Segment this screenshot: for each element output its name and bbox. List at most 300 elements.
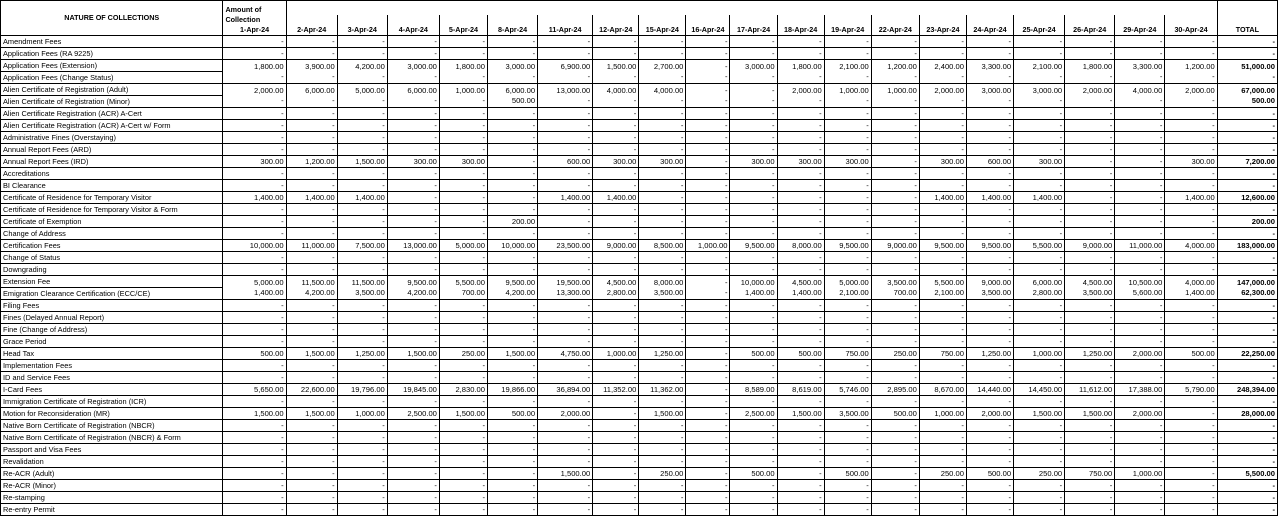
value-cell: 600.00 bbox=[966, 156, 1013, 168]
value-cell: - bbox=[824, 324, 871, 336]
value-cell: - bbox=[639, 396, 686, 408]
value-line: - bbox=[1109, 71, 1113, 81]
value-cell: - bbox=[871, 120, 919, 132]
value-cell: - bbox=[1065, 132, 1115, 144]
total-cell: 12,600.00 bbox=[1217, 192, 1277, 204]
header-date-15: 23-Apr-24 bbox=[919, 15, 966, 36]
value-cell bbox=[387, 276, 439, 300]
value-cell bbox=[1014, 60, 1065, 84]
header-total-spacer bbox=[1217, 1, 1277, 16]
value-cell: - bbox=[730, 180, 777, 192]
value-cell: - bbox=[286, 36, 337, 48]
value-cell: - bbox=[439, 312, 487, 324]
value-line: 5,600.00 bbox=[1132, 287, 1163, 297]
value-cell: - bbox=[730, 168, 777, 180]
value-cell: - bbox=[730, 108, 777, 120]
value-cell: - bbox=[1014, 432, 1065, 444]
value-cell: - bbox=[639, 216, 686, 228]
total-cell bbox=[1217, 84, 1277, 108]
table-row bbox=[1, 132, 1278, 144]
value-cell: - bbox=[337, 180, 387, 192]
value-cell: - bbox=[639, 36, 686, 48]
total-cell bbox=[1217, 60, 1277, 84]
value-cell: - bbox=[488, 180, 538, 192]
value-cell: - bbox=[1065, 420, 1115, 432]
value-cell: - bbox=[223, 120, 286, 132]
value-cell: - bbox=[1065, 444, 1115, 456]
value-cell: - bbox=[1165, 492, 1217, 504]
value-line: - bbox=[772, 85, 775, 95]
value-cell: 7,500.00 bbox=[337, 240, 387, 252]
value-cell: - bbox=[824, 264, 871, 276]
table-row bbox=[1, 156, 1278, 168]
value-cell: 22,600.00 bbox=[286, 384, 337, 396]
value-line: - bbox=[281, 95, 284, 105]
value-cell: - bbox=[1165, 444, 1217, 456]
value-cell: 500.00 bbox=[730, 348, 777, 360]
value-line: - bbox=[1159, 71, 1163, 81]
value-cell: - bbox=[686, 480, 730, 492]
value-cell: - bbox=[286, 168, 337, 180]
value-cell: - bbox=[966, 204, 1013, 216]
value-line: - bbox=[332, 71, 335, 81]
value-cell: - bbox=[871, 264, 919, 276]
total-cell: - bbox=[1217, 228, 1277, 240]
value-cell bbox=[639, 276, 686, 300]
header-date-2: 2-Apr-24 bbox=[286, 15, 337, 36]
value-cell: - bbox=[387, 444, 439, 456]
value-cell: 2,000.00 bbox=[538, 408, 593, 420]
value-cell: 4,750.00 bbox=[538, 348, 593, 360]
value-line: 2,800.00 bbox=[1032, 287, 1063, 297]
value-cell: - bbox=[1014, 312, 1065, 324]
value-cell: - bbox=[1165, 144, 1217, 156]
value-cell: 10,000.00 bbox=[223, 240, 286, 252]
value-cell: - bbox=[686, 120, 730, 132]
value-line: 3,500.00 bbox=[1082, 287, 1113, 297]
total-cell: - bbox=[1217, 396, 1277, 408]
value-cell: 500.00 bbox=[824, 468, 871, 480]
header-date-4: 4-Apr-24 bbox=[387, 15, 439, 36]
value-cell bbox=[223, 60, 286, 84]
value-cell: - bbox=[593, 432, 639, 444]
value-cell: - bbox=[686, 420, 730, 432]
value-cell: - bbox=[1115, 108, 1165, 120]
value-cell: - bbox=[286, 480, 337, 492]
value-line: 4,200.00 bbox=[355, 61, 385, 71]
value-cell: - bbox=[593, 324, 639, 336]
value-cell: - bbox=[730, 300, 777, 312]
value-cell: - bbox=[871, 156, 919, 168]
value-cell: - bbox=[1165, 420, 1217, 432]
value-cell: - bbox=[387, 480, 439, 492]
value-cell: - bbox=[223, 468, 286, 480]
table-row bbox=[1, 396, 1278, 408]
value-cell: - bbox=[730, 192, 777, 204]
value-cell: - bbox=[488, 36, 538, 48]
value-cell: - bbox=[686, 348, 730, 360]
total-cell: 200.00 bbox=[1217, 216, 1277, 228]
value-cell: - bbox=[488, 432, 538, 444]
value-cell: - bbox=[966, 372, 1013, 384]
value-cell: - bbox=[1165, 120, 1217, 132]
total-line: 67,000.00 bbox=[1241, 85, 1275, 95]
value-cell: - bbox=[1115, 492, 1165, 504]
value-cell: - bbox=[387, 492, 439, 504]
value-cell: - bbox=[1115, 264, 1165, 276]
table-row bbox=[1, 168, 1278, 180]
value-cell bbox=[777, 84, 824, 108]
value-cell: - bbox=[1115, 396, 1165, 408]
table-row bbox=[1, 372, 1278, 384]
value-cell: - bbox=[730, 456, 777, 468]
value-line: - bbox=[587, 71, 591, 81]
value-cell: - bbox=[488, 252, 538, 264]
value-cell: 8,500.00 bbox=[639, 240, 686, 252]
value-cell bbox=[1165, 84, 1217, 108]
value-cell: - bbox=[439, 480, 487, 492]
value-cell: - bbox=[387, 360, 439, 372]
value-cell: - bbox=[686, 408, 730, 420]
header-date-17: 25-Apr-24 bbox=[1014, 15, 1065, 36]
value-cell: - bbox=[593, 360, 639, 372]
value-cell: - bbox=[777, 144, 824, 156]
value-cell: - bbox=[286, 504, 337, 516]
value-line: 700.00 bbox=[893, 287, 917, 297]
value-cell: 2,500.00 bbox=[730, 408, 777, 420]
value-cell: - bbox=[1165, 336, 1217, 348]
value-cell: - bbox=[286, 204, 337, 216]
value-cell: - bbox=[686, 336, 730, 348]
value-cell: - bbox=[1065, 264, 1115, 276]
value-line: - bbox=[866, 95, 869, 105]
value-line: 4,500.00 bbox=[1082, 277, 1113, 287]
value-cell: - bbox=[824, 396, 871, 408]
value-cell: - bbox=[824, 372, 871, 384]
value-cell: - bbox=[919, 144, 966, 156]
table-row bbox=[1, 36, 1278, 48]
value-cell: - bbox=[286, 420, 337, 432]
row-label: Administrative Fines (Overstaying) bbox=[1, 132, 223, 144]
value-line: - bbox=[724, 277, 728, 287]
value-cell: - bbox=[1065, 168, 1115, 180]
value-cell: 1,200.00 bbox=[286, 156, 337, 168]
value-cell: - bbox=[488, 300, 538, 312]
value-cell: - bbox=[871, 336, 919, 348]
value-cell: - bbox=[686, 396, 730, 408]
value-cell: - bbox=[1115, 300, 1165, 312]
value-line: 2,000.00 bbox=[1082, 85, 1113, 95]
table-row bbox=[1, 240, 1278, 252]
row-label: Annual Report Fees (ARD) bbox=[1, 144, 223, 156]
value-cell: - bbox=[538, 492, 593, 504]
row-label: Revalidation bbox=[1, 456, 223, 468]
value-cell: - bbox=[639, 132, 686, 144]
value-cell: 1,400.00 bbox=[593, 192, 639, 204]
value-cell: - bbox=[387, 216, 439, 228]
row-label: Native Born Certificate of Registration (NBCR) & Form bbox=[1, 432, 223, 444]
value-cell: - bbox=[223, 168, 286, 180]
table-row bbox=[1, 60, 1278, 72]
value-cell: 1,400.00 bbox=[286, 192, 337, 204]
value-cell: 23,500.00 bbox=[538, 240, 593, 252]
value-cell: - bbox=[488, 228, 538, 240]
value-cell: - bbox=[1115, 36, 1165, 48]
value-cell: - bbox=[538, 504, 593, 516]
value-cell: - bbox=[1065, 180, 1115, 192]
value-line: 3,500.00 bbox=[653, 287, 684, 297]
value-cell: - bbox=[919, 36, 966, 48]
value-cell: - bbox=[223, 324, 286, 336]
table-row bbox=[1, 324, 1278, 336]
value-cell: - bbox=[286, 360, 337, 372]
value-cell: - bbox=[824, 252, 871, 264]
value-cell: - bbox=[439, 252, 487, 264]
value-cell: - bbox=[919, 168, 966, 180]
value-cell: 1,500.00 bbox=[439, 408, 487, 420]
value-line: 2,700.00 bbox=[653, 61, 684, 71]
value-cell: - bbox=[919, 480, 966, 492]
value-cell: - bbox=[223, 108, 286, 120]
total-cell: - bbox=[1217, 312, 1277, 324]
value-cell: - bbox=[538, 456, 593, 468]
value-cell: - bbox=[919, 504, 966, 516]
value-line: 2,000.00 bbox=[934, 85, 964, 95]
value-line: 700.00 bbox=[461, 287, 485, 297]
value-cell: - bbox=[337, 312, 387, 324]
value-cell: - bbox=[639, 432, 686, 444]
value-cell: - bbox=[1115, 156, 1165, 168]
row-label: Alien Certificate Registration (ACR) A-Cert w/ Form bbox=[1, 120, 223, 132]
value-cell: - bbox=[1165, 228, 1217, 240]
value-cell: - bbox=[919, 492, 966, 504]
value-cell: - bbox=[919, 48, 966, 60]
value-cell: - bbox=[538, 264, 593, 276]
value-line: 3,500.00 bbox=[981, 287, 1012, 297]
value-cell: - bbox=[223, 204, 286, 216]
value-cell: 300.00 bbox=[1165, 156, 1217, 168]
value-cell: - bbox=[488, 156, 538, 168]
value-cell: - bbox=[337, 204, 387, 216]
value-cell: - bbox=[1165, 36, 1217, 48]
value-cell: 1,400.00 bbox=[337, 192, 387, 204]
value-cell: 2,000.00 bbox=[1115, 348, 1165, 360]
value-cell: - bbox=[1165, 396, 1217, 408]
value-cell: - bbox=[730, 432, 777, 444]
value-line: - bbox=[587, 95, 591, 105]
value-cell bbox=[538, 276, 593, 300]
total-cell: - bbox=[1217, 336, 1277, 348]
table-row bbox=[1, 276, 1278, 288]
value-cell: - bbox=[1065, 204, 1115, 216]
value-cell: 250.00 bbox=[639, 468, 686, 480]
value-cell: - bbox=[966, 396, 1013, 408]
value-cell: - bbox=[871, 144, 919, 156]
header-date-18: 26-Apr-24 bbox=[1065, 15, 1115, 36]
value-cell: - bbox=[286, 252, 337, 264]
value-cell: - bbox=[337, 432, 387, 444]
value-cell: 17,388.00 bbox=[1115, 384, 1165, 396]
value-cell: - bbox=[871, 48, 919, 60]
value-cell: - bbox=[686, 312, 730, 324]
value-cell: - bbox=[919, 120, 966, 132]
value-cell: - bbox=[919, 180, 966, 192]
value-cell: - bbox=[871, 312, 919, 324]
value-cell: - bbox=[1165, 252, 1217, 264]
value-cell: - bbox=[223, 480, 286, 492]
value-cell: 36,894.00 bbox=[538, 384, 593, 396]
value-cell bbox=[387, 84, 439, 108]
total-line: 62,300.00 bbox=[1241, 287, 1275, 297]
value-cell: - bbox=[639, 456, 686, 468]
value-cell: - bbox=[686, 180, 730, 192]
value-cell: - bbox=[730, 36, 777, 48]
value-cell: - bbox=[919, 312, 966, 324]
value-cell: - bbox=[871, 372, 919, 384]
value-cell: - bbox=[1065, 36, 1115, 48]
value-cell: 9,500.00 bbox=[919, 240, 966, 252]
value-cell: - bbox=[730, 444, 777, 456]
value-cell: - bbox=[488, 132, 538, 144]
value-cell: - bbox=[593, 168, 639, 180]
value-cell: - bbox=[777, 180, 824, 192]
value-cell bbox=[223, 84, 286, 108]
value-cell: - bbox=[538, 132, 593, 144]
value-cell: - bbox=[639, 204, 686, 216]
total-cell: - bbox=[1217, 432, 1277, 444]
value-cell: 250.00 bbox=[871, 348, 919, 360]
value-cell: 1,000.00 bbox=[337, 408, 387, 420]
value-cell: - bbox=[824, 48, 871, 60]
value-cell: 5,000.00 bbox=[439, 240, 487, 252]
value-cell: - bbox=[686, 504, 730, 516]
value-cell: - bbox=[488, 420, 538, 432]
value-cell: - bbox=[966, 108, 1013, 120]
value-cell: - bbox=[387, 504, 439, 516]
value-cell: - bbox=[871, 456, 919, 468]
value-line: - bbox=[772, 71, 775, 81]
total-cell: - bbox=[1217, 180, 1277, 192]
value-cell: 1,500.00 bbox=[223, 408, 286, 420]
value-cell bbox=[686, 84, 730, 108]
value-line: 5,000.00 bbox=[839, 277, 869, 287]
value-line: 3,300.00 bbox=[981, 61, 1012, 71]
total-cell: 22,250.00 bbox=[1217, 348, 1277, 360]
value-cell: 1,250.00 bbox=[1065, 348, 1115, 360]
value-cell: - bbox=[488, 144, 538, 156]
value-cell: 1,250.00 bbox=[966, 348, 1013, 360]
value-cell: - bbox=[639, 144, 686, 156]
value-cell: - bbox=[777, 264, 824, 276]
value-line: - bbox=[1109, 95, 1113, 105]
value-cell: 300.00 bbox=[387, 156, 439, 168]
value-cell: - bbox=[966, 480, 1013, 492]
value-cell: - bbox=[639, 108, 686, 120]
value-cell: - bbox=[337, 144, 387, 156]
value-cell: - bbox=[1165, 504, 1217, 516]
value-cell: - bbox=[1014, 252, 1065, 264]
value-line: 1,000.00 bbox=[839, 85, 869, 95]
value-cell: - bbox=[387, 48, 439, 60]
value-cell: - bbox=[286, 216, 337, 228]
value-cell: - bbox=[919, 108, 966, 120]
value-cell: - bbox=[919, 372, 966, 384]
header-date-19: 29-Apr-24 bbox=[1115, 15, 1165, 36]
value-cell: 10,000.00 bbox=[488, 240, 538, 252]
header-date-20: 30-Apr-24 bbox=[1165, 15, 1217, 36]
value-cell: - bbox=[223, 396, 286, 408]
value-cell: - bbox=[871, 132, 919, 144]
value-cell bbox=[730, 84, 777, 108]
value-line: 4,200.00 bbox=[505, 287, 536, 297]
value-cell: 2,500.00 bbox=[387, 408, 439, 420]
value-cell: - bbox=[223, 264, 286, 276]
value-cell: - bbox=[824, 456, 871, 468]
value-cell: - bbox=[337, 372, 387, 384]
value-cell: - bbox=[439, 336, 487, 348]
value-cell: - bbox=[223, 48, 286, 60]
value-cell: - bbox=[871, 480, 919, 492]
value-cell: - bbox=[777, 216, 824, 228]
value-cell: - bbox=[1014, 504, 1065, 516]
value-cell bbox=[730, 276, 777, 300]
value-cell bbox=[966, 276, 1013, 300]
value-cell: - bbox=[966, 36, 1013, 48]
value-cell bbox=[337, 84, 387, 108]
value-cell: - bbox=[966, 492, 1013, 504]
row-label: Head Tax bbox=[1, 348, 223, 360]
value-line: 1,800.00 bbox=[455, 61, 485, 71]
value-cell: 11,352.00 bbox=[593, 384, 639, 396]
value-cell: 2,895.00 bbox=[871, 384, 919, 396]
value-cell bbox=[919, 276, 966, 300]
value-cell bbox=[824, 276, 871, 300]
table-row bbox=[1, 408, 1278, 420]
value-cell bbox=[538, 84, 593, 108]
value-cell: 1,400.00 bbox=[538, 192, 593, 204]
value-cell: - bbox=[777, 372, 824, 384]
value-line: 1,000.00 bbox=[455, 85, 485, 95]
value-cell: - bbox=[387, 228, 439, 240]
value-cell: - bbox=[1115, 480, 1165, 492]
value-cell: - bbox=[1115, 360, 1165, 372]
value-cell: - bbox=[1065, 372, 1115, 384]
value-line: - bbox=[482, 95, 485, 105]
value-cell: - bbox=[686, 468, 730, 480]
value-cell: 9,000.00 bbox=[1065, 240, 1115, 252]
value-cell: 9,000.00 bbox=[593, 240, 639, 252]
value-cell: - bbox=[439, 396, 487, 408]
value-cell: - bbox=[439, 300, 487, 312]
value-cell: - bbox=[686, 108, 730, 120]
value-cell: - bbox=[824, 336, 871, 348]
value-cell: - bbox=[1115, 120, 1165, 132]
value-cell: - bbox=[871, 192, 919, 204]
value-cell: 250.00 bbox=[439, 348, 487, 360]
value-cell: - bbox=[593, 300, 639, 312]
value-cell: - bbox=[337, 480, 387, 492]
value-line: - bbox=[1159, 95, 1163, 105]
header-date-3: 3-Apr-24 bbox=[337, 15, 387, 36]
value-line: 4,500.00 bbox=[792, 277, 822, 287]
value-cell bbox=[593, 84, 639, 108]
value-cell: - bbox=[639, 192, 686, 204]
value-cell: - bbox=[1115, 456, 1165, 468]
value-cell: - bbox=[777, 504, 824, 516]
value-line: 3,000.00 bbox=[981, 85, 1012, 95]
row-label: Re-entry Permit bbox=[1, 504, 223, 516]
value-cell: - bbox=[777, 324, 824, 336]
